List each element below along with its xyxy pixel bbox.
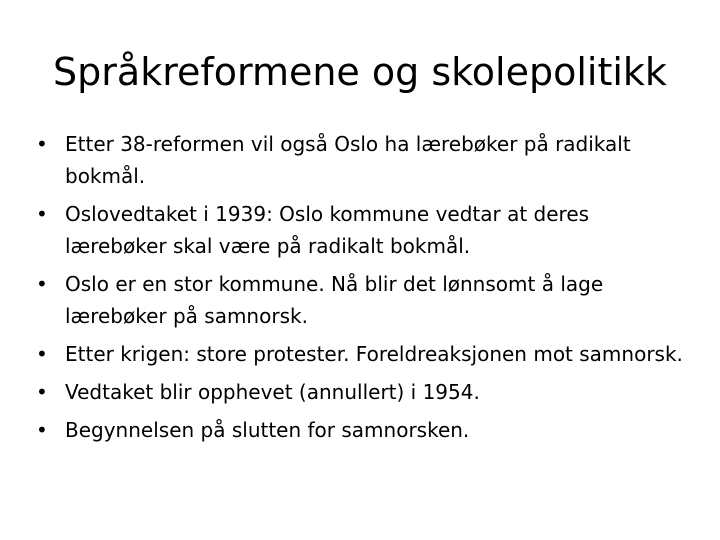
- bullet-dot-icon: •: [36, 272, 48, 296]
- bullet-item: [36, 128, 686, 192]
- bullet-dot-icon: •: [36, 342, 48, 366]
- bullet-text: Etter krigen: store protester. Foreldreaksjonen mot samnorsk.: [65, 342, 683, 366]
- bullet-item: [36, 198, 686, 262]
- bullet-text: Begynnelsen på slutten for samnorsken.: [65, 418, 470, 442]
- bullet-dot-icon: •: [36, 132, 48, 156]
- bullet-text: Oslovedtaket i 1939: Oslo kommune vedtar at deres lærebøker skal være på radikalt bokmål.: [65, 202, 590, 258]
- bullet-text: Vedtaket blir opphevet (annullert) i 1954.: [65, 380, 480, 404]
- bullet-text: Oslo er en stor kommune. Nå blir det lønnsomt å lage lærebøker på samnorsk.: [65, 272, 604, 328]
- bullet-item: [36, 376, 686, 408]
- bullet-text: Etter 38-reformen vil også Oslo ha lærebøker på radikalt bokmål.: [65, 132, 631, 188]
- bullet-dot-icon: •: [36, 418, 48, 442]
- bullet-list: [36, 128, 686, 452]
- bullet-item: [36, 414, 686, 446]
- bullet-item: [36, 268, 686, 332]
- bullet-dot-icon: •: [36, 202, 48, 226]
- bullet-dot-icon: •: [36, 380, 48, 404]
- bullet-item: [36, 338, 686, 370]
- slide-title: Språkreformene og skolepolitikk: [53, 50, 667, 94]
